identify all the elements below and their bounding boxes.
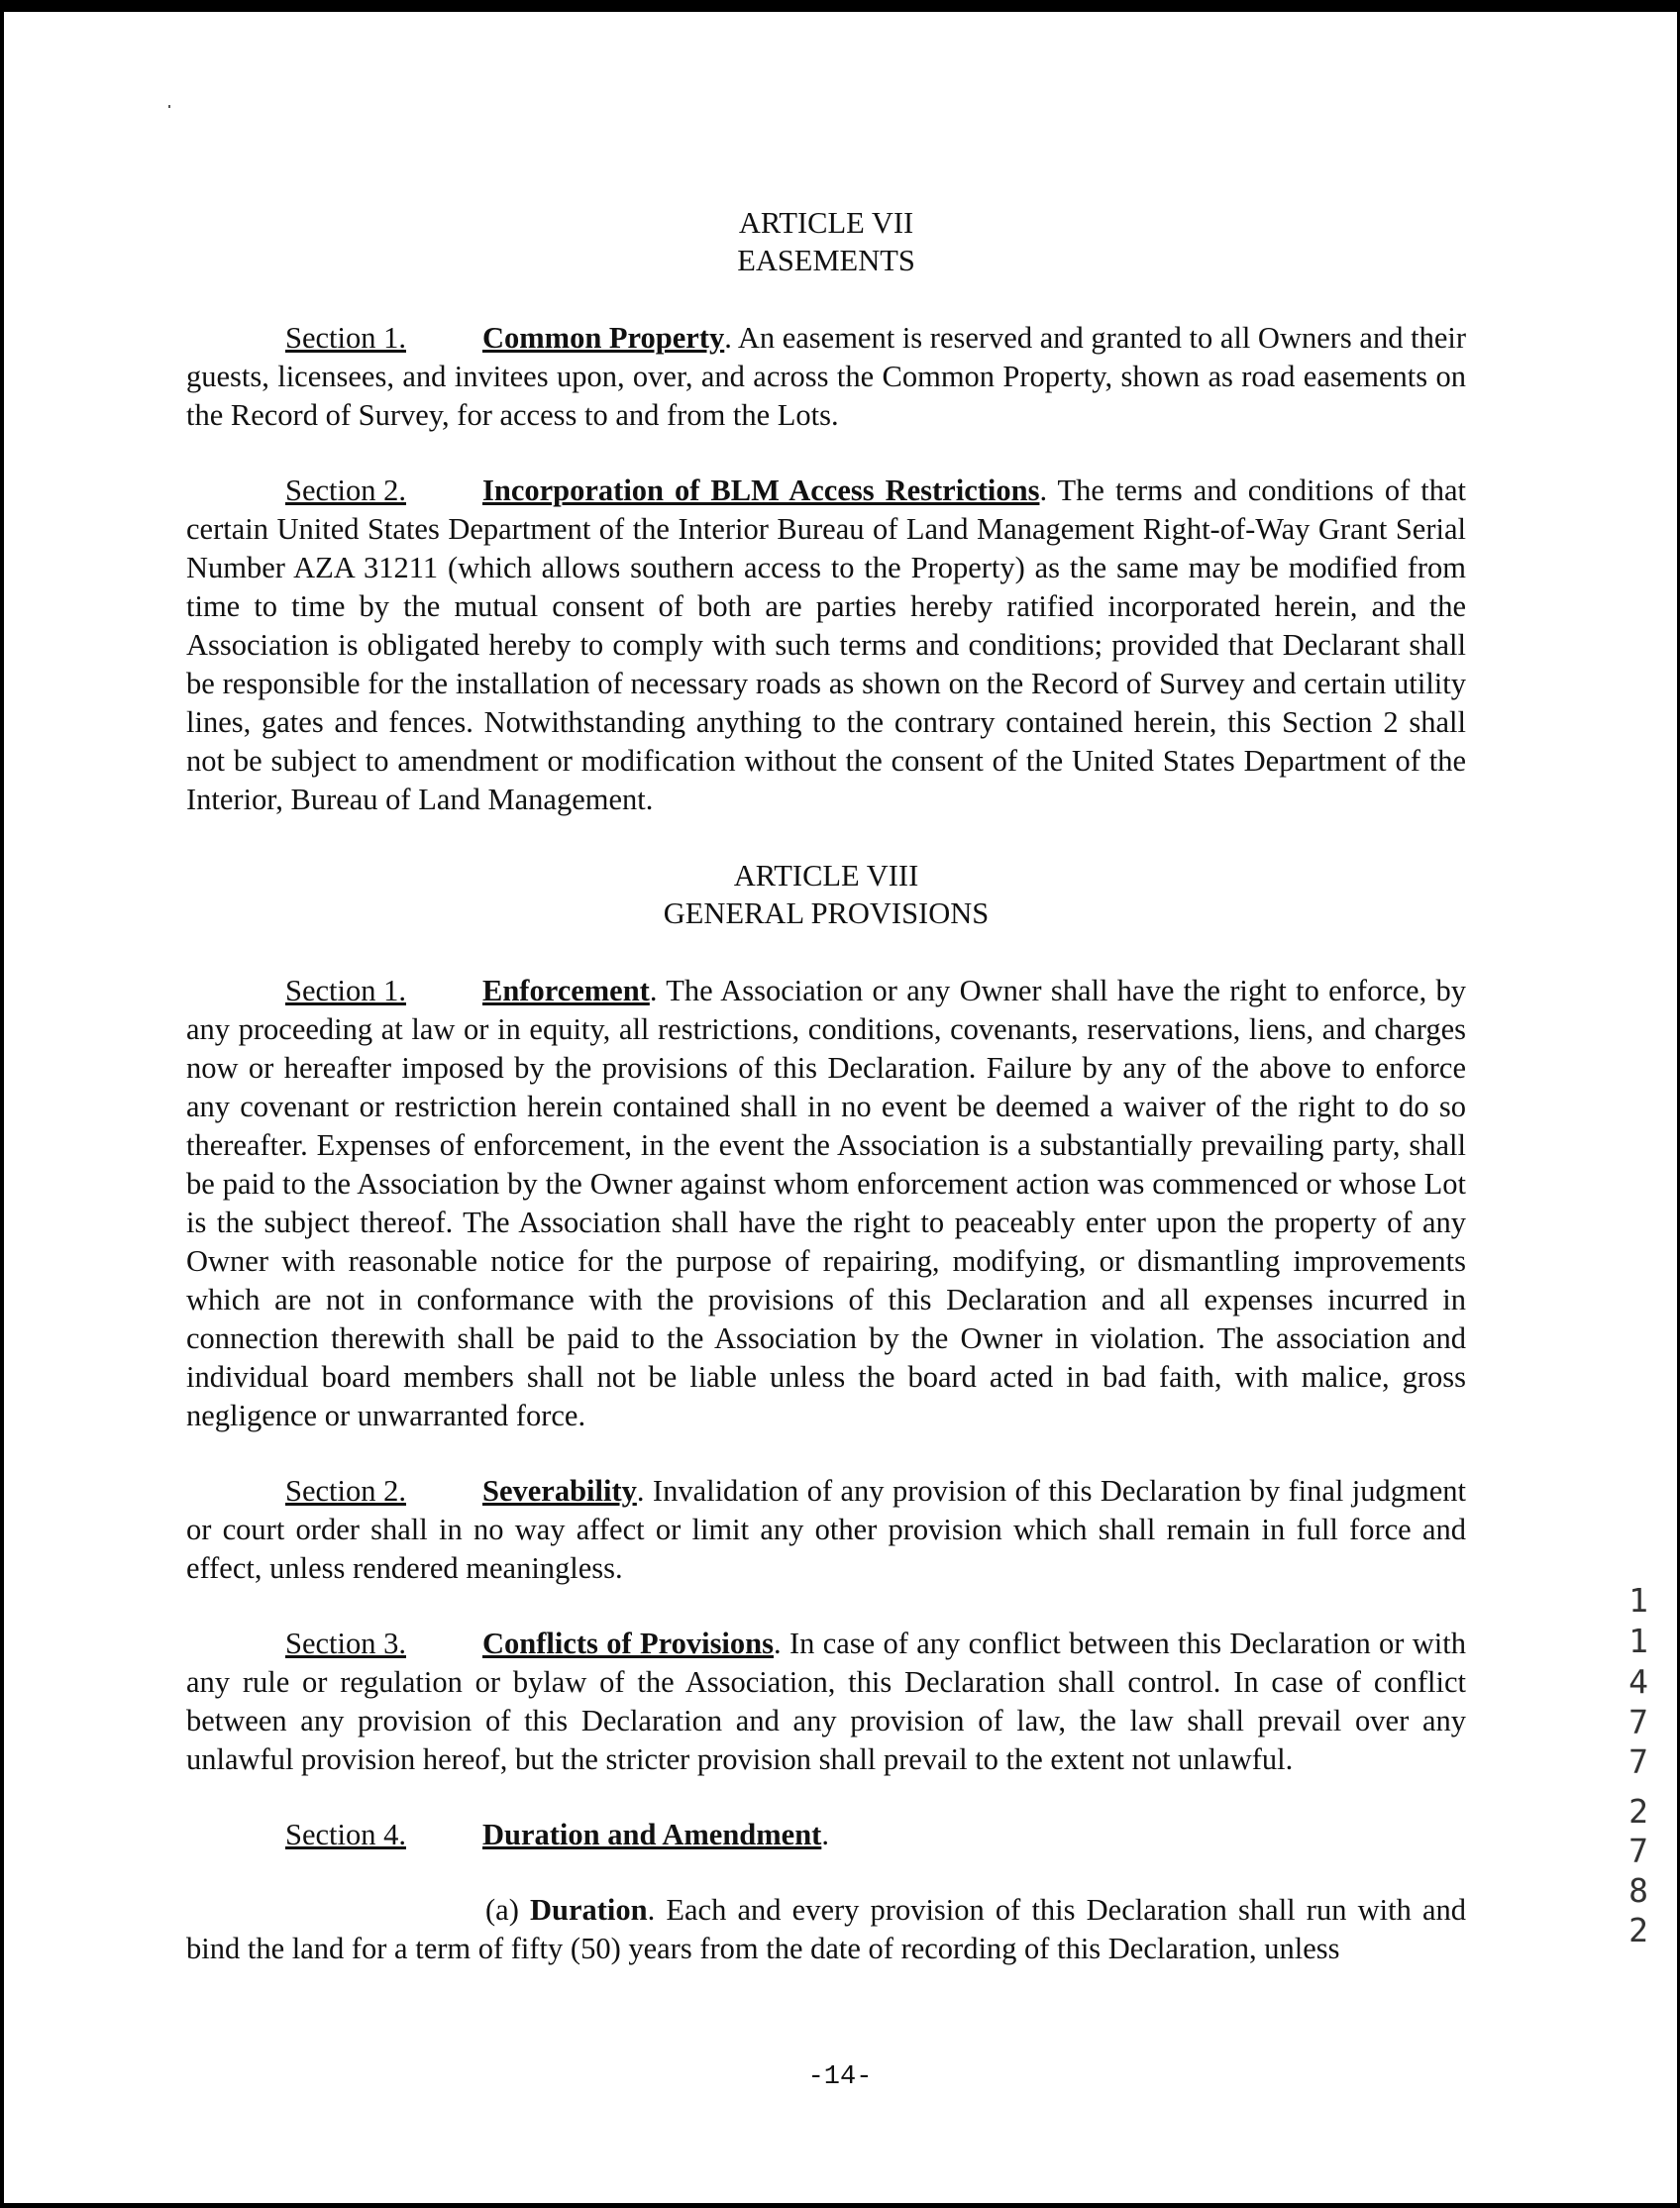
section-label: Section 1.	[285, 974, 406, 1007]
section-title: Common Property	[482, 321, 725, 355]
article-viii-section-4	[186, 1816, 1466, 1854]
recording-stamp-digit: 8	[1628, 1871, 1648, 1910]
section-label: Section 1.	[285, 321, 406, 355]
article-viii-section-1	[186, 972, 1466, 1435]
section-text: . An easement is reserved and granted to all Owners and their guests, licensees, and invitees upon, over, and across the Common Property, shown as road easements on the Record of Survey, for access to and from the Lots.	[186, 321, 1466, 432]
subsection-title: Duration	[530, 1893, 648, 1927]
page-number: -14-	[807, 2062, 873, 2092]
recording-stamp-digit: 7	[1628, 1742, 1648, 1781]
article-vii-title: ARTICLE VII	[738, 206, 914, 240]
section-title: Duration and Amendment	[482, 1818, 822, 1851]
article-viii-section-3	[186, 1625, 1466, 1779]
recording-stamp-digit: 4	[1628, 1662, 1648, 1701]
section-text: .	[821, 1818, 829, 1851]
scan-speck	[168, 105, 170, 108]
article-vii-subtitle: EASEMENTS	[737, 244, 915, 277]
scan-border-top	[0, 0, 1680, 12]
section-text: . In case of any conflict between this Declaration or with any rule or regulation or bylaw of the Association, this Declaration shall control. In case of conflict between any provision of this Declaration and any provision of law, the law shall prevail over any unlawful provision hereof, but the stricter provision shall prevail to the extent not unlawful.	[186, 1627, 1466, 1776]
article-viii-subtitle: GENERAL PROVISIONS	[663, 896, 990, 930]
article-viii-section-2	[186, 1472, 1466, 1588]
section-text: . The Association or any Owner shall have the right to enforce, by any proceeding at law or in equity, all restrictions, conditions, covenants, reservations, liens, and charges now or hereafter imposed by the provisions of this Declaration. Failure by any of the above to enforce any covenant or restriction herein contained shall in no event be deemed a waiver of the right to do so thereafter. Expenses of enforcement, in the event the Association is a substantially prevailing party, shall be paid to the Association by the Owner against whom enforcement action was commenced or whose Lot is the subject thereof. The Association shall have the right to peaceably enter upon the property of any Owner with reasonable notice for the purpose of repairing, modifying, or dismantling improvements which are not in conformance with the provisions of this Declaration and all expenses incurred in connection therewith shall be paid to the Association by the Owner in violation. The association and individual board members shall not be liable unless the board acted in bad faith, with malice, gross negligence or unwarranted force.	[186, 974, 1466, 1432]
subsection-label: (a)	[485, 1893, 530, 1927]
section-label: Section 2.	[285, 473, 406, 507]
recording-stamp-digit: 7	[1628, 1832, 1648, 1870]
article-vii-section-1	[186, 319, 1466, 435]
section-text: . Invalidation of any provision of this Declaration by final judgment or court order shall in no way affect or limit any other provision which shall remain in full force and effect, unless rendered meaningless.	[186, 1474, 1466, 1585]
document-body	[186, 204, 1466, 1968]
section-title: Conflicts of Provisions	[482, 1627, 774, 1660]
recording-stamp-digit: 2	[1628, 1792, 1648, 1831]
recording-stamp-digit: 1	[1628, 1581, 1648, 1620]
section-label: Section 2.	[285, 1474, 406, 1508]
recording-stamp-digit: 1	[1628, 1622, 1648, 1660]
section-text: . The terms and conditions of that certain United States Department of the Interior Bureau of Land Management Right-of-Way Grant Serial Number AZA 31211 (which allows southern access to the Property) as the same may be modified from time to time by the mutual consent of both are parties hereby ratified incorporated herein, and the Association is obligated hereby to comply with such terms and conditions; provided that Declarant shall be responsible for the installation of necessary roads as shown on the Record of Survey and certain utility lines, gates and fences. Notwithstanding anything to the contrary contained herein, this Section 2 shall not be subject to amendment or modification without the consent of the United States Department of the Interior, Bureau of Land Management.	[186, 473, 1466, 816]
subsection-text: . Each and every provision of this Declaration shall run with and bind the land for a term of fifty (50) years from the date of recording of this Declaration, unless	[186, 1893, 1466, 1965]
article-viii-section-4-subsection-a	[186, 1891, 1466, 1968]
section-title: Enforcement	[482, 974, 650, 1007]
recording-stamp-digit: 2	[1628, 1911, 1648, 1949]
article-vii-section-2	[186, 472, 1466, 819]
section-label: Section 3.	[285, 1627, 406, 1660]
section-label: Section 4.	[285, 1818, 406, 1851]
scan-border-bottom	[0, 2203, 1680, 2208]
article-viii-heading	[186, 857, 1466, 932]
scan-border-left	[0, 0, 4, 2208]
article-viii-title: ARTICLE VIII	[733, 859, 919, 893]
section-title: Severability	[482, 1474, 637, 1508]
article-vii-heading	[186, 204, 1466, 279]
section-title: Incorporation of BLM Access Restrictions	[482, 473, 1040, 507]
recording-stamp-digit: 7	[1628, 1703, 1648, 1741]
